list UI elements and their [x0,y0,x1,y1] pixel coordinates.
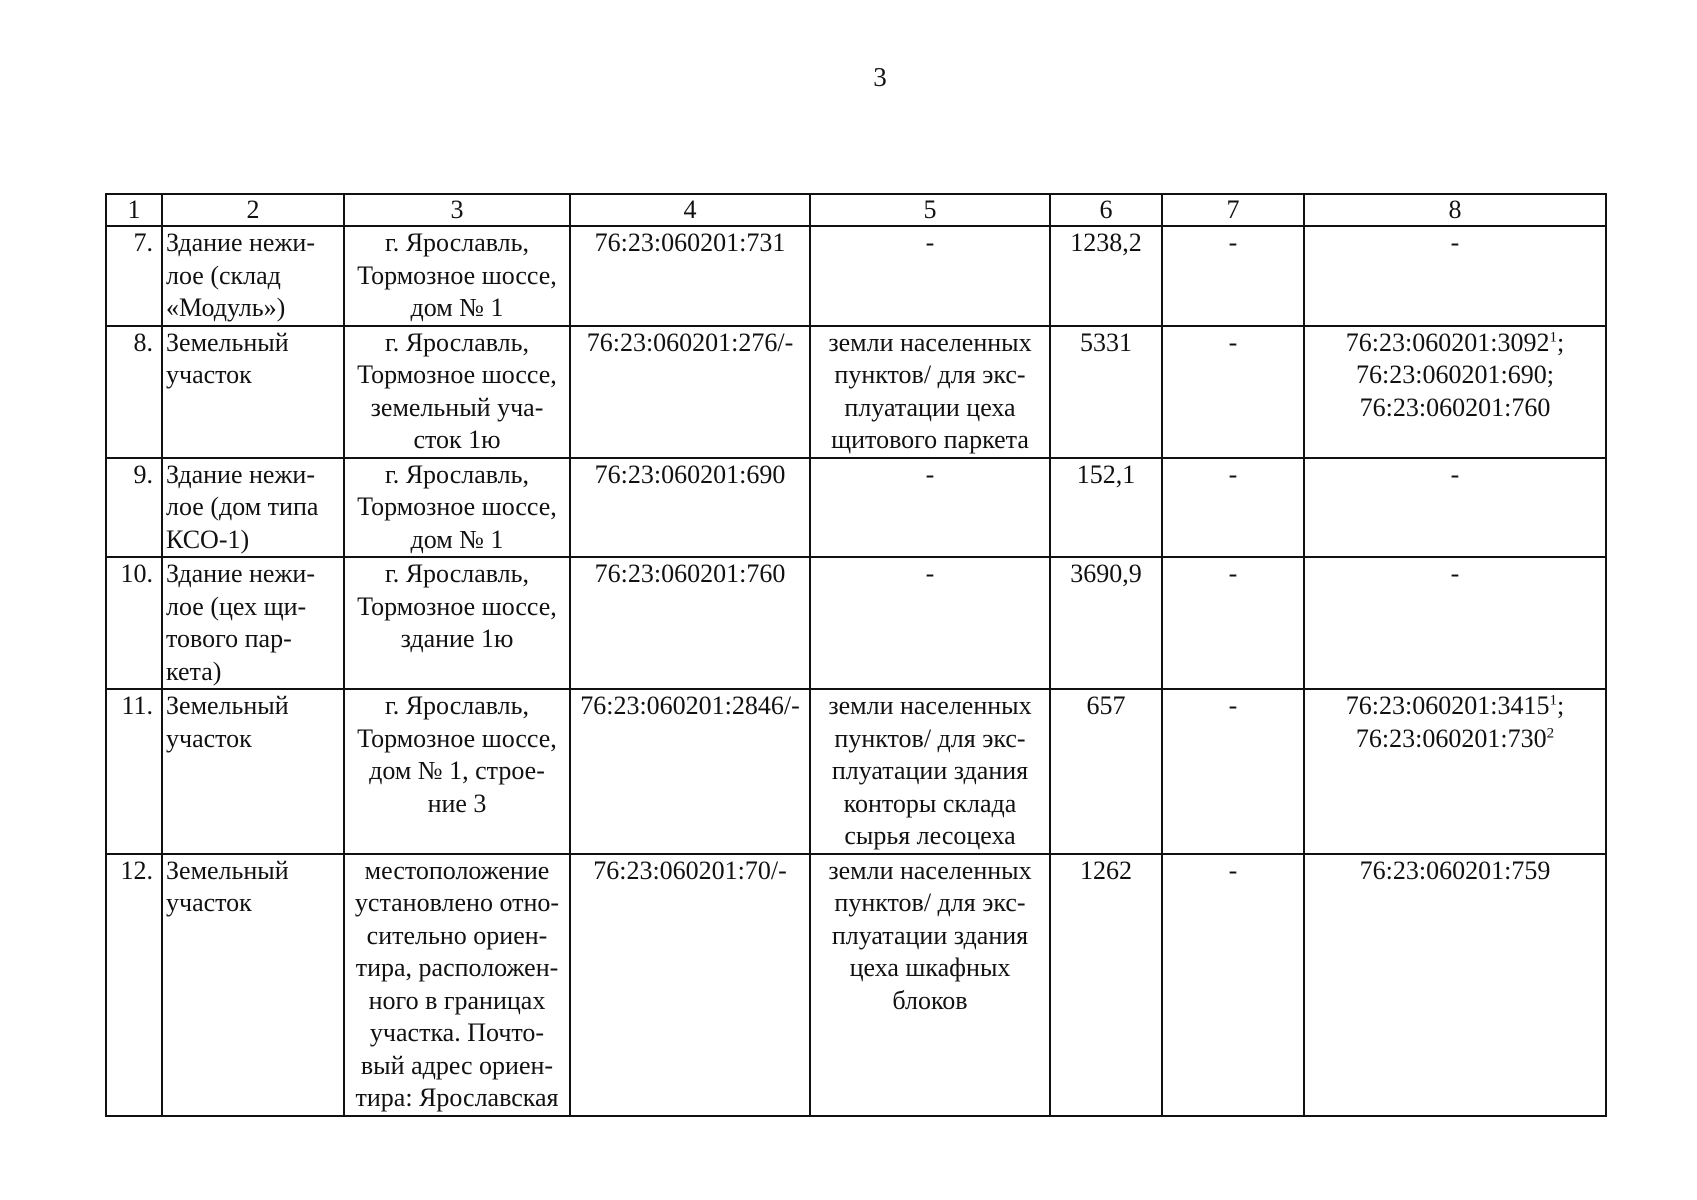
related-cadastral-cell [1304,326,1606,458]
cadastral-number: 76:23:060201:276/- [570,326,810,458]
related-cadastral-number: 76:23:060201:759 [1359,855,1551,885]
row-number: 8. [106,326,162,458]
address-line: Тормозное шоссе, [357,492,557,521]
header-row [106,194,1606,226]
column-7-value: - [1162,326,1304,458]
land-category-cell [810,458,1050,558]
area-value: 1238,2 [1050,226,1162,326]
object-name-line: кета) [166,656,222,686]
address-line: г. Ярославль, [384,559,530,588]
object-name-cell [162,458,344,558]
area-value: 1262 [1050,854,1162,1116]
object-name-cell [162,854,344,1116]
related-cadastral-cell [1304,854,1606,1116]
table-row [106,689,1606,854]
address-line: установлено отно- [354,888,560,917]
related-cadastral-cell [1304,557,1606,689]
land-category-line: - [925,228,935,257]
address-line: местоположение [364,855,550,885]
table-row [106,326,1606,458]
address-line: тира: Ярославская [355,1083,559,1112]
footnote-marker: 1 [1549,692,1557,709]
address-line: ного в границах [368,985,546,1015]
land-category-line: цеха шкафных [849,953,1011,982]
related-cadastral-number: 76:23:060201:3092$^1$; [1345,327,1565,357]
land-category-line: плуатации цеха [844,392,1016,422]
address-line: ние 3 [427,788,487,818]
address-line: сительно ориен- [366,920,548,950]
cadastral-number: 76:23:060201:731 [570,226,810,326]
address-line: участка. Почто- [369,1018,545,1047]
object-name-line: лое (цех щи- [166,591,307,621]
row-number: 9. [106,458,162,558]
related-cadastral-number: $76:23:060201:730^2$ [1355,723,1555,753]
address-line: вый адрес ориен- [360,1050,554,1080]
address-line: Тормозное шоссе, [357,260,557,290]
object-name-line: участок [166,723,252,753]
address-cell [344,326,570,458]
land-category-cell [810,226,1050,326]
table-row [106,458,1606,558]
address-cell [344,689,570,854]
row-number: 11. [106,689,162,854]
land-category-line: плуатации здания [831,920,1029,950]
address-line: тира, расположен- [355,953,559,982]
cadastral-number: 76:23:060201:2846/- [570,689,810,854]
address-cell [344,854,570,1116]
address-line: земельный уча- [370,392,544,422]
area-value: 5331 [1050,326,1162,458]
row-number: 12. [106,854,162,1116]
related-cadastral-number: 76:23:060201:3415$^1$; [1345,691,1565,720]
related-cadastral-number: 76:23:060201:760 [1359,392,1551,422]
address-line: дом № 1 [410,293,504,322]
page-number: 3 [873,62,887,92]
cadastral-number: 76:23:060201:70/- [570,854,810,1116]
related-cadastral-number: 76:23:060201:690; [1356,360,1554,389]
land-category-cell [810,557,1050,689]
land-category-cell [810,689,1050,854]
object-name-line: лое (склад [166,260,281,290]
column-7-value: - [1162,458,1304,558]
row-number: 10. [106,557,162,689]
address-line: Тормозное шоссе, [357,591,557,621]
address-line: дом № 1 [410,524,504,554]
address-line: Тормозное шоссе, [357,360,557,389]
object-name-line: «Модуль») [166,293,286,322]
column-header-2: 2 [162,194,344,226]
land-category-line: сырья лесоцеха [844,821,1016,850]
related-cadastral-cell [1304,226,1606,326]
land-category-line: пунктов/ для экс- [834,888,1026,917]
related-cadastral-number: - [1450,559,1460,588]
area-value: 152,1 [1050,458,1162,558]
related-cadastral-number: - [1450,228,1460,257]
footnote-marker: 2 [1546,724,1555,741]
land-category-cell [810,854,1050,1116]
row-number: 7. [106,226,162,326]
related-cadastral-cell [1304,458,1606,558]
object-name-cell [162,557,344,689]
object-name-line: тового пар- [166,624,292,653]
column-7-value: - [1162,689,1304,854]
column-header-3: 3 [344,194,570,226]
object-name-cell [162,326,344,458]
column-7-value: - [1162,226,1304,326]
address-line: сток 1ю [413,425,501,454]
table-row [106,854,1606,1116]
object-name-line: Здание нежи- [166,459,316,489]
land-category-line: пунктов/ для экс- [834,723,1026,753]
land-category-line: - [925,559,935,588]
object-name-line: участок [166,360,252,389]
object-name-cell [162,226,344,326]
column-header-5: 5 [810,194,1050,226]
address-cell [344,458,570,558]
cadastral-number: 76:23:060201:690 [570,458,810,558]
object-name-line: лое (дом типа [166,492,319,521]
area-value: 3690,9 [1050,557,1162,689]
land-category-line: щитового паркета [831,425,1029,454]
object-name-line: участок [166,888,252,917]
land-category-line: - [925,459,935,489]
object-name-cell [162,689,344,854]
land-category-line: земли населенных [828,855,1032,885]
footnote-marker: 1 [1549,328,1557,345]
area-value: 657 [1050,689,1162,854]
land-category-line: плуатации здания [831,756,1029,785]
property-registry-table [105,193,1607,1117]
object-name-line: Земельный [166,327,289,357]
land-category-line: блоков [892,985,968,1015]
address-line: дом № 1, строе- [369,756,545,785]
column-header-6: 6 [1050,194,1162,226]
column-header-7: 7 [1162,194,1304,226]
object-name-line: Земельный [166,855,289,885]
land-category-cell [810,326,1050,458]
related-cadastral-cell [1304,689,1606,854]
table-row [106,226,1606,326]
land-category-line: конторы склада [843,788,1017,818]
column-header-1: 1 [106,194,162,226]
object-name-line: Здание нежи- [166,228,316,257]
address-cell [344,557,570,689]
object-name-line: КСО-1) [166,524,250,554]
column-header-8: 8 [1304,194,1606,226]
land-category-line: пунктов/ для экс- [834,360,1026,389]
address-line: г. Ярославль, [384,459,530,489]
address-line: здание 1ю [400,624,514,653]
column-7-value: - [1162,854,1304,1116]
address-cell [344,226,570,326]
object-name-line: Земельный [166,691,289,720]
land-category-line: земли населенных [828,327,1032,357]
column-header-4: 4 [570,194,810,226]
address-line: г. Ярославль, [384,327,530,357]
related-cadastral-number: - [1450,459,1460,489]
address-line: Тормозное шоссе, [357,723,557,753]
table-row [106,557,1606,689]
address-line: г. Ярославль, [384,691,530,720]
cadastral-number: 76:23:060201:760 [570,557,810,689]
column-7-value: - [1162,557,1304,689]
land-category-line: земли населенных [828,691,1032,720]
object-name-line: Здание нежи- [166,559,316,588]
address-line: г. Ярославль, [384,228,530,257]
